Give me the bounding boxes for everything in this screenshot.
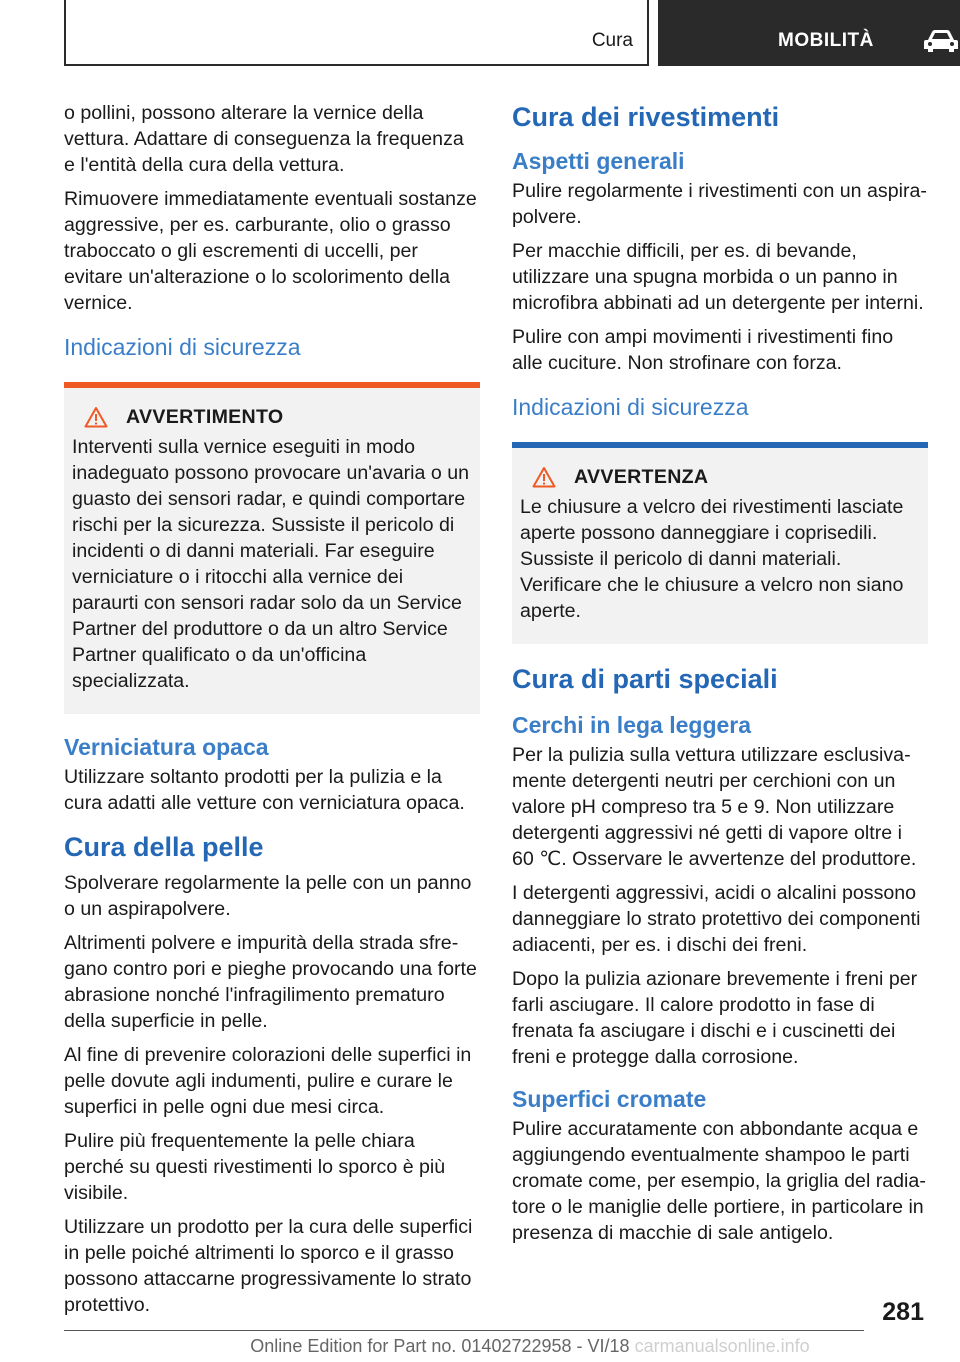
caution-title-row — [520, 464, 920, 490]
chrome-surfaces-heading: Superfici cromate — [512, 1086, 707, 1112]
special-parts-heading: Cura di parti speciali — [512, 664, 778, 694]
caution-title: AVVERTENZA — [574, 466, 709, 488]
alloy-paragraph-1: Per la pulizia sulla vettura utilizzare esclusivamente detergenti neutri per cerchioni con un valore pH compreso tra 5 e 9. Non utilizzare detergenti aggressivi né getti di vapore oltre i 60 ℃. Osservare le avvertenze del produttore. — [512, 744, 917, 870]
matte-paint-text: Utilizzare soltanto prodotti per la pulizia e la cura adatti alle vetture con verniciatura opaca. — [64, 766, 465, 814]
alloy-paragraph-3: Dopo la pulizia azionare brevemente i freni per farli asciugare. Il calore prodotto in fase di frenata fa asciugare i dischi e i cuscinetti dei freni e protegge dalla corrosione. — [512, 968, 918, 1068]
leather-paragraph-4: Pulire più frequentemente la pelle chiara perché su questi rivestimenti lo sporco è più visibile. — [64, 1130, 446, 1204]
leather-paragraph-5: Utilizzare un prodotto per la cura delle superfici in pelle poiché altrimenti lo sporco e il grasso possono attaccarne progressivamente lo strato protettivo. — [64, 1216, 473, 1316]
warning-box — [64, 382, 480, 714]
caution-box — [512, 442, 928, 644]
safety-heading-right: Indicazioni di sicurezza — [512, 394, 749, 420]
header-chapter-tab[interactable] — [658, 0, 960, 66]
footer-divider — [64, 1330, 864, 1331]
header-section-title: Cura — [591, 30, 633, 51]
general-paragraph-3: Pulire con ampi movimenti i rivestimenti fino alle cuciture. Non strofinare con forza. — [512, 326, 894, 374]
footer-edition: Online Edition for Part no. 01402722958 - VI/18 — [250, 1336, 630, 1356]
alloy-wheels-heading: Cerchi in lega leggera — [512, 712, 752, 738]
header-section-box — [64, 0, 649, 66]
leather-care-heading: Cura della pelle — [64, 832, 264, 862]
alloy-paragraph-2: I detergenti aggressivi, acidi o alcalini possono danneggiare lo strato protettivo dei componenti adiacenti, per es. i dischi dei freni. — [512, 882, 921, 956]
right-column — [512, 100, 928, 1254]
leather-paragraph-2: Altrimenti polvere e impurità della strada sfregano contro pori e pieghe provocando una forte abrasione nonché l'infragilimento prematuro della superficie in pelle. — [64, 932, 477, 1032]
footer-watermark: carmanualsonline.info — [634, 1336, 810, 1356]
left-column — [64, 100, 480, 1326]
car-icon — [922, 28, 960, 54]
leather-paragraph-1: Spolverare regolarmente la pelle con un panno o un aspirapolvere. — [64, 872, 472, 920]
warning-title: AVVERTIMENTO — [126, 406, 284, 428]
warning-title-row — [72, 404, 472, 430]
general-aspects-heading: Aspetti generali — [512, 148, 685, 174]
chrome-paragraph-1: Pulire accuratamente con abbondante acqua e aggiungendo eventualmente shampoo le parti cromate come, per esempio, la griglia del radiatore o le maniglie delle portiere, in particolare in presenza di macchie di sale antigelo. — [512, 1118, 926, 1244]
footer — [0, 1336, 960, 1357]
paint-paragraph-2: Rimuovere immediatamente eventuali sostanze aggressive, per es. carburante, olio o grasso traboccato o gli escrementi di uccelli, per evitare un'alterazione o lo scolorimento della vernice. — [64, 188, 477, 314]
warning-text: Interventi sulla vernice eseguiti in modo inadeguato possono provocare un'avaria o un guasto dei sensori radar, e quindi comportare rischi per la sicurezza. Sussiste il pericolo di incidenti o di danni materiali. Far eseguire verniciature o i ritocchi alla vernice dei paraurti con sensori radar solo da un Service Partner del produttore o da un altro Service Partner qualificato o da un'officina specializzata. — [72, 436, 469, 692]
paint-paragraph-1: o pollini, possono alterare la vernice della vettura. Adattare di conseguenza la frequenza e l'entità della cura della vettura. — [64, 102, 464, 176]
general-paragraph-2: Per macchie difficili, per es. di bevande, utilizzare una spugna morbida o un panno in microfibra abbinati ad un detergente per interni. — [512, 240, 924, 314]
page-number: 281 — [882, 1298, 924, 1326]
leather-paragraph-3: Al fine di prevenire colorazioni delle superfici in pelle dovute agli indumenti, pulire e curare le superfici in pelle ogni due mesi circa. — [64, 1044, 472, 1118]
matte-paint-heading: Verniciatura opaca — [64, 734, 269, 760]
general-paragraph-1: Pulire regolarmente i rivestimenti con un aspirapolvere. — [512, 180, 927, 228]
safety-heading-left: Indicazioni di sicurezza — [64, 334, 301, 360]
upholstery-care-heading: Cura dei rivestimenti — [512, 102, 780, 132]
warning-triangle-icon — [84, 406, 108, 428]
caution-text: Le chiusure a velcro dei rivestimenti lasciate aperte possono danneggiare i coprisedili. Sussiste il pericolo di danni materiali. Verificare che le chiusure a velcro non siano aperte. — [520, 496, 904, 622]
header-chapter-label: MOBILITÀ — [778, 30, 874, 51]
caution-triangle-icon — [532, 466, 556, 488]
